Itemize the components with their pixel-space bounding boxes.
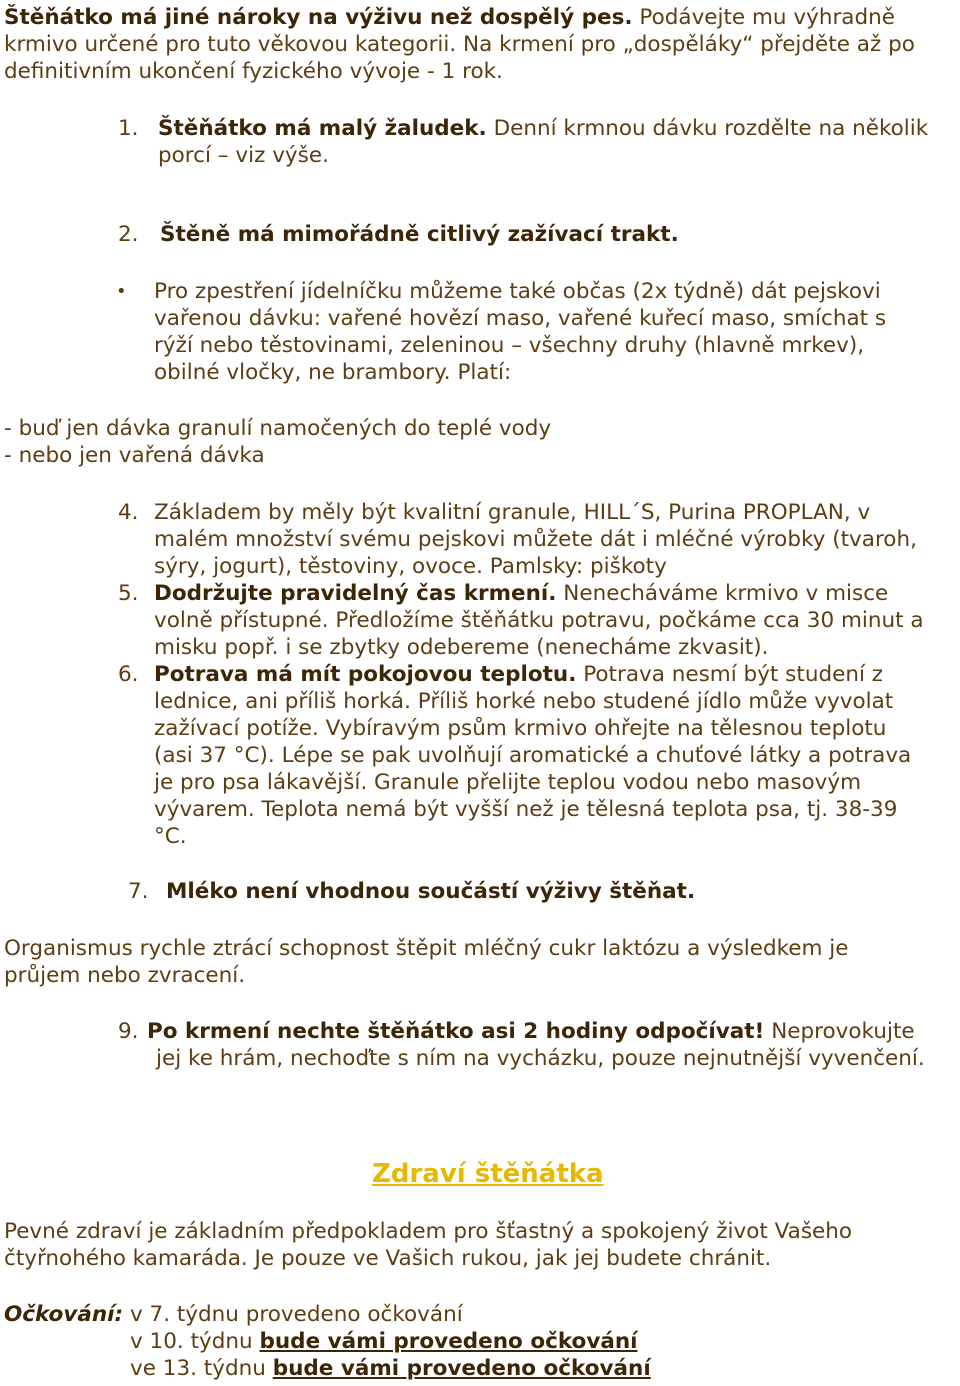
vaccination-row-2-link[interactable]: bude vámi provedeno očkování	[259, 1329, 638, 1354]
item1-rest: Denní krmnou dávku rozdělte na několik	[486, 116, 929, 141]
bullet-line-4: obilné vločky, ne brambory. Platí:	[154, 360, 512, 385]
list-item-5	[154, 580, 924, 661]
organismus-line-2: průjem nebo zvracení.	[4, 963, 246, 988]
item9-line-2: jej ke hrám, nechoďte s ním na vycházku, pouze nejnutnější vyvenčení.	[156, 1046, 925, 1071]
item6-line-4: (asi 37 °C). Lépe se pak uvolňují aromatické a chuťové látky a potrava	[154, 743, 912, 768]
bullet-line-2: vařenou dávku: vařené hovězí maso, vařené kuřecí maso, smíchat s	[154, 306, 887, 331]
list-item-6-number: 6.	[118, 662, 139, 687]
item1-line-2: porcí – viz výše.	[158, 143, 329, 168]
health-section-title[interactable]: Zdraví štěňátka	[372, 1159, 604, 1189]
item9-bold: Po krmení nechte štěňátko asi 2 hodiny odpočívat!	[147, 1019, 765, 1044]
list-item-2: Štěně má mimořádně citlivý zažívací trakt.	[160, 222, 679, 247]
list-item-4-number: 4.	[118, 500, 139, 525]
intro-rest: Podávejte mu výhradně	[632, 5, 895, 30]
health-line-1: Pevné zdraví je základním předpokladem pro šťastný a spokojený život Vašeho	[4, 1219, 853, 1244]
list-item-7-number: 7.	[128, 879, 149, 904]
item5-line-3: misku popř. i se zbytky odebereme (nenecháme zkvasit).	[154, 635, 769, 660]
organismus-line-1: Organismus rychle ztrácí schopnost štěpit mléčný cukr laktózu a výsledkem je	[4, 936, 849, 961]
vaccination-row-3	[130, 1355, 651, 1382]
item5-bold: Dodržujte pravidelný čas krmení.	[154, 581, 557, 606]
item4-line-3: sýry, jogurt), těstoviny, ovoce. Pamlsky: piškoty	[154, 554, 667, 579]
vaccination-row-1	[4, 1301, 463, 1328]
vaccination-row-2	[130, 1328, 638, 1355]
item6-line-3: zažívací potíže. Vybíravým psům krmivo ohřejte na tělesnou teplotu	[154, 716, 887, 741]
item6-line-5: je pro psa lákavější. Granule přelijte teplou vodou nebo masovým	[154, 770, 862, 795]
vaccination-label: Očkování:	[4, 1302, 124, 1327]
item6-line-6: vývarem. Teplota nemá být vyšší než je tělesná teplota psa, tj. 38-39	[154, 797, 898, 822]
intro-line-2: krmivo určené pro tuto věkovou kategorii. Na krmení pro „dospěláky“ přejděte až po	[4, 32, 915, 57]
item9-rest: Neprovokujte	[764, 1019, 915, 1044]
dash-list	[4, 415, 551, 469]
health-line-2: čtyřnohého kamaráda. Je pouze ve Vašich rukou, jak jej budete chránit.	[4, 1246, 772, 1271]
list-item-9-number: 9.	[118, 1019, 139, 1044]
item1-bold: Štěňátko má malý žaludek.	[158, 116, 487, 141]
item5-line-2: volně přístupné. Předložíme štěňátku potravu, počkáme cca 30 minut a	[154, 608, 924, 633]
list-item-6	[154, 661, 911, 850]
list-item-2-number: 2.	[118, 222, 139, 247]
bullet-paragraph	[154, 278, 886, 386]
dash-line-1: - buď jen dávka granulí namočených do teplé vody	[4, 416, 552, 441]
intro-paragraph	[4, 4, 915, 85]
item5-rest: Nenecháváme krmivo v misce	[556, 581, 889, 606]
item6-line-7: °C.	[154, 824, 187, 849]
vaccination-row-3-prefix: ve 13. týdnu	[130, 1356, 273, 1381]
list-item-4	[154, 499, 917, 580]
vaccination-row-2-prefix: v 10. týdnu	[130, 1329, 260, 1354]
vaccination-row-3-link[interactable]: bude vámi provedeno očkování	[272, 1356, 651, 1381]
organismus-paragraph	[4, 935, 849, 989]
item4-line-2: malém množství svému pejskovi můžete dát i mléčné výrobky (tvaroh,	[154, 527, 917, 552]
health-paragraph	[4, 1218, 852, 1272]
item4-line-1: Základem by měly být kvalitní granule, HILL´S, Purina PROPLAN, v	[154, 500, 871, 525]
list-item-5-number: 5.	[118, 581, 139, 606]
dash-line-2: - nebo jen vařená dávka	[4, 443, 265, 468]
list-item-1	[158, 115, 928, 169]
item6-bold: Potrava má mít pokojovou teplotu.	[154, 662, 577, 687]
bullet-line-1: Pro zpestření jídelníčku můžeme také občas (2x týdně) dát pejskovi	[154, 279, 881, 304]
list-item-7: Mléko není vhodnou součástí výživy štěňat.	[166, 879, 696, 904]
intro-line-3: definitivním ukončení fyzického vývoje - 1 rok.	[4, 59, 503, 84]
intro-bold: Štěňátko má jiné nároky na výživu než dospělý pes.	[4, 5, 633, 30]
list-item-1-number: 1.	[118, 116, 139, 141]
bullet-symbol: •	[116, 281, 127, 302]
vaccination-row-1-text: v 7. týdnu provedeno očkování	[123, 1302, 463, 1327]
list-item-9	[147, 1018, 925, 1072]
bullet-line-3: rýží nebo těstovinami, zeleninou – všechny druhy (hlavně mrkev),	[154, 333, 865, 358]
item6-rest: Potrava nesmí být studení z	[576, 662, 884, 687]
item6-line-2: lednice, ani příliš horká. Příliš horké nebo studené jídlo může vyvolat	[154, 689, 894, 714]
